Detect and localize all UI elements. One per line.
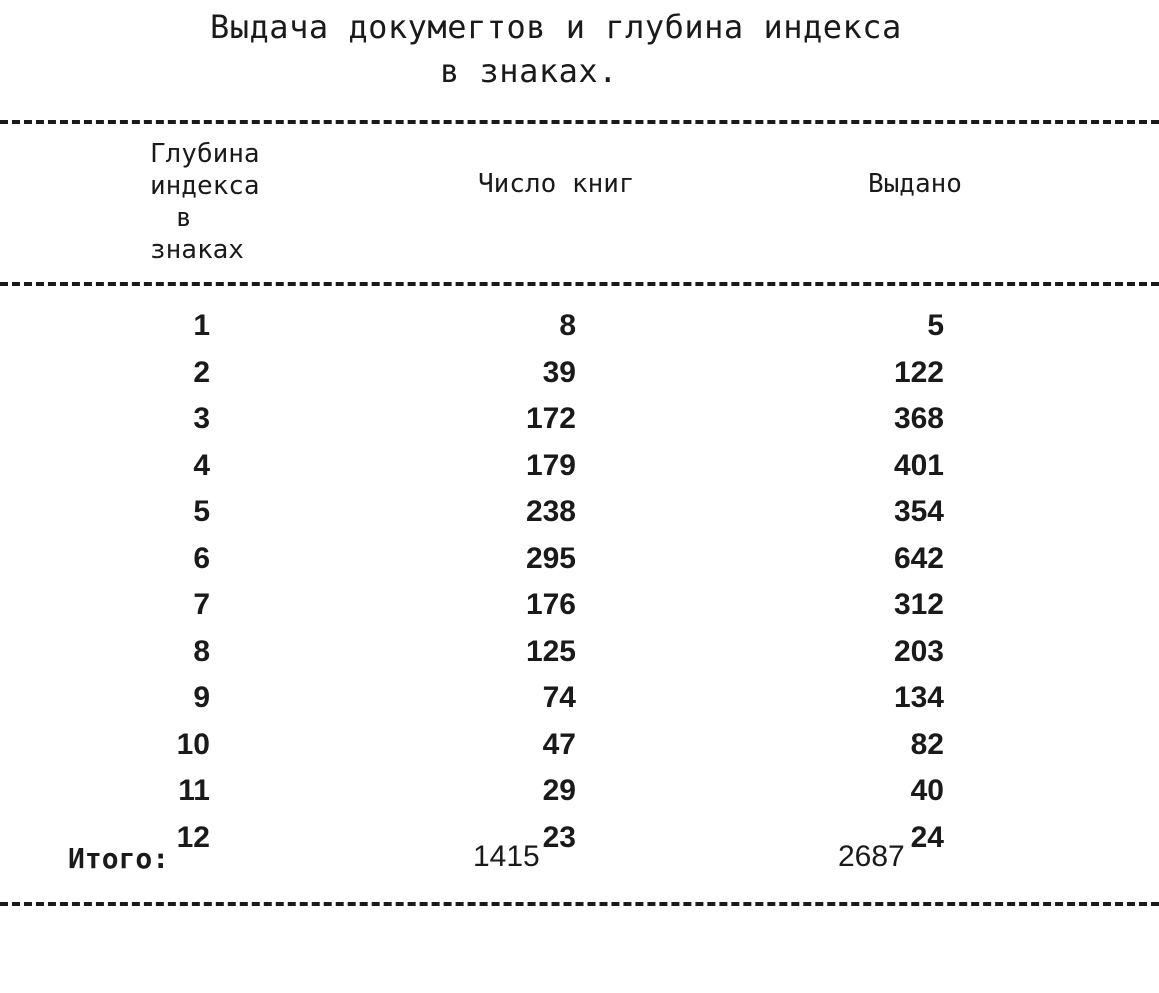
cell-depth: 7 bbox=[193, 588, 210, 621]
cell-books: 23 bbox=[542, 820, 576, 854]
cell-books: 47 bbox=[542, 727, 576, 761]
cell-issued: 203 bbox=[893, 634, 944, 668]
table-row bbox=[0, 632, 1159, 679]
cell-issued: 82 bbox=[910, 727, 944, 761]
cell-depth: 11 bbox=[178, 774, 210, 807]
cell-depth: 8 bbox=[193, 634, 210, 668]
column-header-depth-line: индекса bbox=[150, 171, 260, 201]
cell-issued: 312 bbox=[893, 588, 944, 621]
cell-books: 8 bbox=[559, 309, 576, 342]
cell-books: 125 bbox=[525, 634, 576, 668]
total-label: Итого: bbox=[68, 842, 170, 875]
cell-depth: 3 bbox=[193, 402, 210, 435]
cell-depth: 9 bbox=[193, 681, 210, 714]
table-row bbox=[0, 306, 1159, 353]
cell-issued: 401 bbox=[893, 448, 944, 482]
bottom-dashed-divider bbox=[0, 902, 1159, 906]
table-row bbox=[0, 725, 1159, 772]
page-title: Выдача докумегтов и глубина индекса bbox=[210, 8, 902, 46]
cell-books: 172 bbox=[525, 402, 576, 435]
total-issued: 2687 bbox=[838, 840, 905, 873]
cell-depth: 6 bbox=[193, 541, 210, 575]
cell-issued: 40 bbox=[910, 774, 944, 807]
column-header-depth-line: знаках bbox=[150, 235, 244, 265]
cell-depth: 5 bbox=[193, 495, 210, 528]
column-header-depth-line: Глубина bbox=[150, 139, 260, 169]
total-books: 1415 bbox=[473, 840, 540, 873]
table-row bbox=[0, 539, 1159, 586]
cell-books: 29 bbox=[542, 774, 576, 807]
cell-depth: 1 bbox=[193, 309, 210, 342]
table-row bbox=[0, 678, 1159, 725]
column-header-depth-line: в bbox=[176, 203, 192, 233]
table-row bbox=[0, 771, 1159, 818]
header-dashed-divider bbox=[0, 282, 1159, 286]
cell-issued: 5 bbox=[927, 309, 944, 342]
top-dashed-divider bbox=[0, 120, 1159, 124]
cell-books: 238 bbox=[525, 495, 576, 528]
cell-issued: 354 bbox=[893, 495, 944, 528]
cell-depth: 4 bbox=[193, 448, 210, 482]
cell-depth: 12 bbox=[176, 820, 210, 854]
cell-issued: 122 bbox=[893, 355, 944, 389]
page-subtitle: в знаках. bbox=[440, 52, 618, 90]
column-header-books: Число книг bbox=[478, 169, 635, 199]
total-row bbox=[0, 838, 1159, 882]
cell-books: 179 bbox=[525, 448, 576, 482]
cell-books: 295 bbox=[525, 541, 576, 575]
cell-books: 74 bbox=[542, 681, 576, 714]
table-row bbox=[0, 585, 1159, 632]
cell-issued: 24 bbox=[910, 820, 944, 854]
table-row bbox=[0, 399, 1159, 446]
table-row bbox=[0, 353, 1159, 400]
cell-issued: 642 bbox=[893, 541, 944, 575]
cell-depth: 2 bbox=[193, 355, 210, 389]
cell-issued: 368 bbox=[893, 402, 944, 435]
cell-issued: 134 bbox=[893, 681, 944, 714]
table-row bbox=[0, 492, 1159, 539]
cell-depth: 10 bbox=[176, 727, 210, 761]
cell-books: 176 bbox=[525, 588, 576, 621]
column-header-issued: Выдано bbox=[868, 169, 962, 199]
column-header-depth bbox=[150, 138, 260, 266]
cell-books: 39 bbox=[542, 355, 576, 389]
table-row bbox=[0, 446, 1159, 493]
table-body bbox=[0, 306, 1159, 864]
